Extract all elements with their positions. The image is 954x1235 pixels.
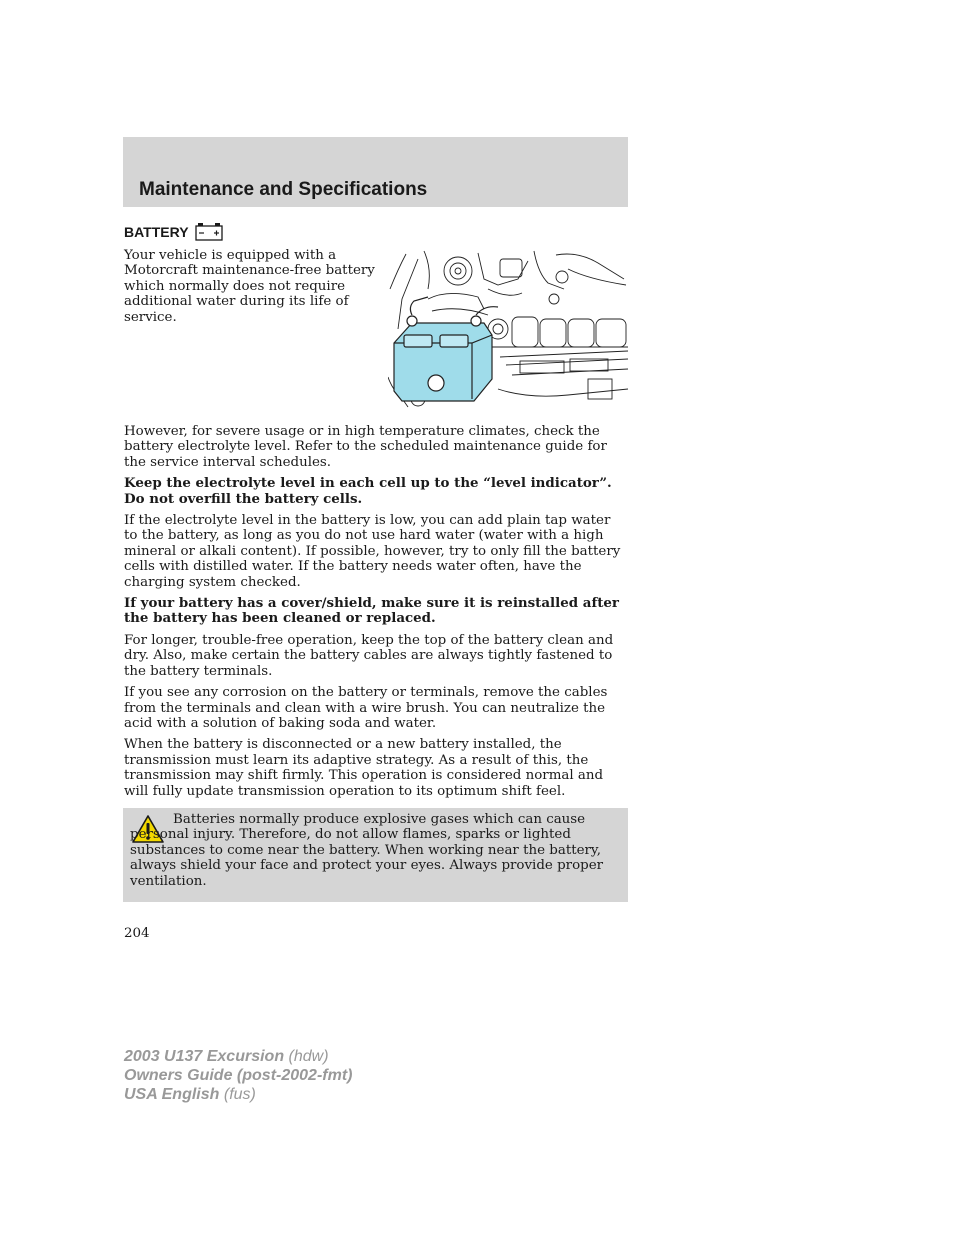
footer-line-3 <box>124 1085 352 1104</box>
intro-paragraph: Your vehicle is equipped with a Motorcraft maintenance-free battery which normally does not require additional water during its life of service. <box>124 248 375 325</box>
warning-box <box>123 808 628 902</box>
page-number: 204 <box>124 926 150 941</box>
body-text <box>124 424 628 805</box>
paragraph-keep-clean: For longer, trouble-free operation, keep the top of the battery clean and dry. Also, make certain the battery cables are always tightly fastened to the battery terminals. <box>124 632 614 679</box>
section-heading <box>124 222 223 242</box>
paragraph-transmission: When the battery is disconnected or a new battery installed, the transmission must learn its adaptive strategy. As a result of this, the transmission may shift firmly. This operation is considered normal and will fully update transmission operation to its optimum shift feel. <box>124 737 604 799</box>
footer-line-2 <box>124 1066 352 1085</box>
engine-compartment-battery-illustration <box>388 249 630 409</box>
footer-model: 2003 U137 Excursion <box>124 1048 285 1065</box>
paragraph-cover-shield-bold: If your battery has a cover/shield, make sure it is reinstalled after the battery has been cleaned or replaced. <box>124 595 619 627</box>
document-footer <box>124 1047 352 1104</box>
paragraph-add-water: If the electrolyte level in the battery is low, you can add plain tap water to the battery, as long as you do not use hard water (water with a high mineral or alkali content). If possible, however, try to only fill the battery cells with distilled water. If the battery needs water often, have the charging system checked. <box>124 513 621 590</box>
footer-model-code: (hdw) <box>288 1048 329 1065</box>
paragraph-severe-usage: However, for severe usage or in high temperature climates, check the battery electrolyte level. Refer to the scheduled maintenance guide for the service interval schedules. <box>124 424 607 470</box>
warning-text: Batteries normally produce explosive gases which can cause personal injury. Therefore, do not allow flames, sparks or lighted substances to come near the battery. When working near the battery, always shield your face and protect your eyes. Always provide proper ventilation. <box>130 812 604 889</box>
footer-language: USA English <box>124 1086 220 1103</box>
page-title: Maintenance and Specifications <box>139 179 428 200</box>
paragraph-electrolyte-level-bold: Keep the electrolyte level in each cell up to the “level indicator”. Do not overfill the battery cells. <box>124 475 612 507</box>
paragraph-corrosion: If you see any corrosion on the battery or terminals, remove the cables from the terminals and clean with a wire brush. You can neutralize the acid with a solution of baking soda and water. <box>124 685 608 731</box>
battery-icon <box>195 222 223 242</box>
section-header-band <box>123 137 628 207</box>
footer-guide: Owners Guide (post-2002-fmt) <box>124 1067 353 1084</box>
footer-line-1 <box>124 1047 352 1066</box>
section-heading-label: BATTERY <box>124 224 189 240</box>
footer-language-code: (fus) <box>223 1086 256 1103</box>
